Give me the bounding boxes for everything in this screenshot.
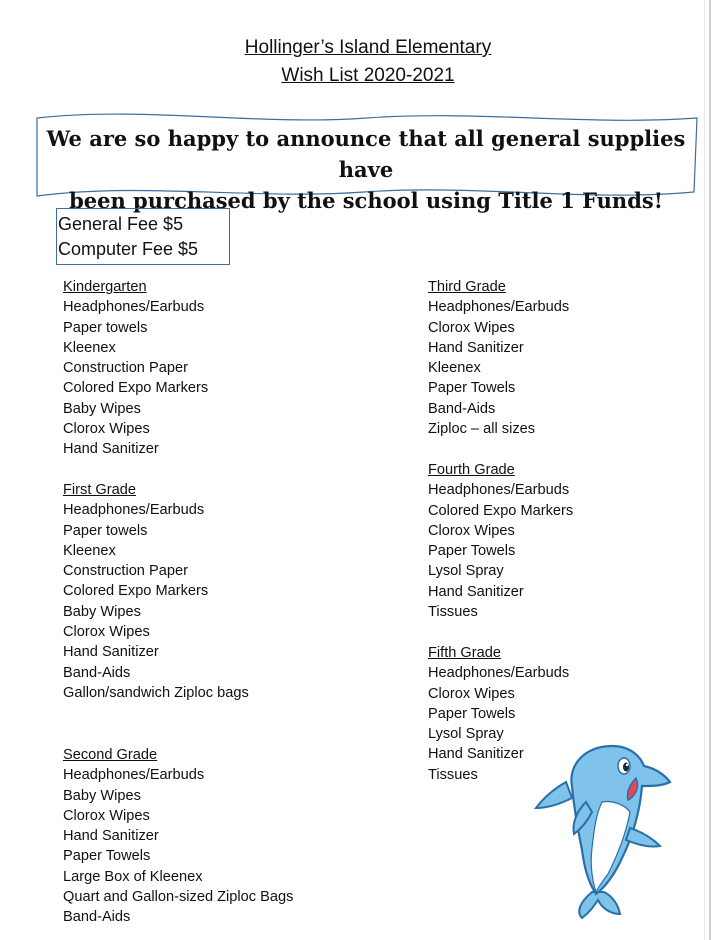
fifth-grade-heading: Fifth Grade — [428, 645, 501, 661]
fourth-grade-heading: Fourth Grade — [428, 462, 515, 478]
list-item: Colored Expo Markers — [63, 380, 209, 397]
list-item: Clorox Wipes — [63, 807, 150, 824]
list-item: Lysol Spray — [428, 563, 504, 580]
list-item: Band-Aids — [63, 664, 131, 681]
list-item: Headphones/Earbuds — [428, 482, 570, 499]
list-item: Hand Sanitizer — [63, 644, 159, 661]
list-item: Construction Paper — [63, 360, 188, 377]
announcement-line-2: been purchased by the school using Title 1 Funds! — [69, 188, 663, 213]
second-grade-list — [63, 745, 293, 928]
list-item: Kleenex — [63, 339, 116, 356]
fourth-grade-list — [428, 460, 573, 622]
list-item: Clorox Wipes — [428, 685, 515, 702]
page-edge-line — [704, 0, 705, 940]
list-item: Gallon/sandwich Ziploc bags — [63, 684, 249, 701]
list-item: Headphones/Earbuds — [428, 665, 570, 682]
list-item: Tissues — [428, 766, 478, 783]
computer-fee: Computer Fee $5 — [58, 239, 199, 259]
list-item: Ziploc – all sizes — [428, 421, 536, 438]
list-item: Hand Sanitizer — [63, 828, 159, 845]
list-item: Large Box of Kleenex — [63, 868, 203, 885]
list-item: Colored Expo Markers — [63, 583, 209, 600]
list-item: Baby Wipes — [63, 603, 141, 620]
list-item: Construction Paper — [63, 563, 188, 580]
list-item: Lysol Spray — [428, 726, 504, 743]
kindergarten-list — [63, 277, 208, 460]
announcement-banner — [40, 123, 692, 216]
list-item: Hand Sanitizer — [63, 441, 159, 458]
list-item: Hand Sanitizer — [428, 746, 524, 763]
list-item: Paper Towels — [428, 543, 516, 560]
list-item: Headphones/Earbuds — [63, 502, 205, 519]
list-item: Hand Sanitizer — [428, 339, 524, 356]
list-item: Paper Towels — [428, 380, 516, 397]
fee-box — [56, 208, 230, 265]
list-item: Band-Aids — [428, 400, 496, 417]
list-item: Baby Wipes — [63, 787, 141, 804]
list-item: Paper Towels — [63, 848, 151, 865]
list-item: Quart and Gallon-sized Ziploc Bags — [63, 889, 294, 906]
list-item: Clorox Wipes — [428, 319, 515, 336]
list-item: Tissues — [428, 604, 478, 621]
first-grade-list — [63, 480, 249, 703]
second-grade-heading: Second Grade — [63, 747, 158, 763]
list-item: Paper towels — [63, 319, 148, 336]
list-item: Colored Expo Markers — [428, 502, 574, 519]
third-grade-list — [428, 277, 569, 439]
wish-list-title: Wish List 2020-2021 — [281, 65, 455, 86]
list-item: Kleenex — [428, 360, 481, 377]
general-fee: General Fee $5 — [58, 214, 184, 234]
list-item: Clorox Wipes — [63, 624, 150, 641]
list-item: Band-Aids — [63, 909, 131, 926]
list-item: Paper Towels — [428, 705, 516, 722]
list-item: Paper towels — [63, 522, 148, 539]
list-item: Hand Sanitizer — [428, 583, 524, 600]
third-grade-heading: Third Grade — [428, 279, 506, 295]
announcement-line-1: We are so happy to announce that all general supplies have — [46, 126, 686, 182]
list-item: Headphones/Earbuds — [63, 299, 205, 316]
kindergarten-heading: Kindergarten — [63, 279, 147, 295]
dolphin-mascot-icon — [532, 742, 674, 920]
school-name-title: Hollinger’s Island Elementary — [244, 37, 492, 58]
list-item: Baby Wipes — [63, 400, 141, 417]
list-item: Headphones/Earbuds — [428, 299, 570, 316]
list-item: Headphones/Earbuds — [63, 767, 205, 784]
list-item: Clorox Wipes — [63, 421, 150, 438]
list-item: Clorox Wipes — [428, 522, 515, 539]
list-item: Kleenex — [63, 542, 116, 559]
first-grade-heading: First Grade — [63, 482, 136, 498]
